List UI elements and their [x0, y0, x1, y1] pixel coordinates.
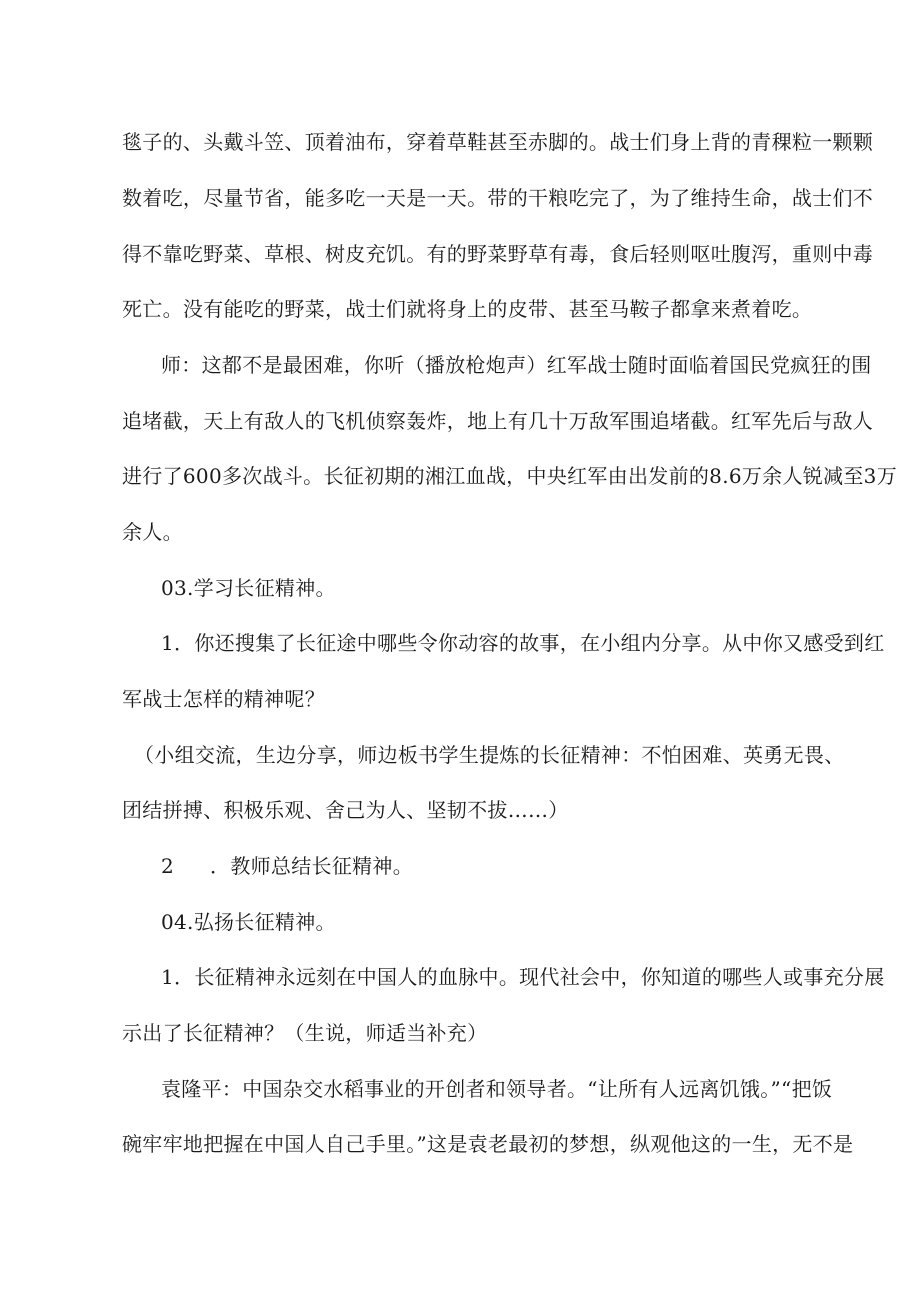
text-line: 追堵截，天上有敌人的飞机侦察轰炸，地上有几十万敌军围追堵截。红军先后与敌人: [122, 409, 874, 433]
list-item: 1．你还搜集了长征途中哪些令你动容的故事，在小组内分享。从中你又感受到红: [161, 631, 885, 655]
text-line: 数着吃，尽量节省，能多吃一天是一天。带的干粮吃完了，为了维持生命，战士们不: [122, 186, 874, 210]
text-line: 死亡。没有能吃的野菜，战士们就将身上的皮带、甚至马鞍子都拿来煮着吃。: [122, 297, 813, 321]
section-heading: 03.学习长征精神。: [161, 576, 336, 600]
text-line: 毯子的、头戴斗笠、顶着油布，穿着草鞋甚至赤脚的。战士们身上背的青稞粒一颗颗: [122, 130, 874, 154]
text-line: 袁隆平：中国杂交水稻事业的开创者和领导者。“让所有人远离饥饿。”“把饭: [161, 1077, 833, 1101]
text-line: 得不靠吃野菜、草根、树皮充饥。有的野菜野草有毒，食后轻则呕吐腹泻，重则中毒: [122, 242, 874, 266]
text-line: 碗牢牢地把握在中国人自己手里。”这是袁老最初的梦想，纵观他这的一生，无不是: [122, 1132, 854, 1156]
text-line: 余人。: [122, 520, 183, 544]
text-line: （小组交流，生边分享，师边板书学生提炼的长征精神：不怕困难、英勇无畏、: [134, 743, 845, 767]
text-line: 军战士怎样的精神呢？: [122, 687, 325, 711]
section-heading: 04.弘扬长征精神。: [161, 910, 336, 934]
text-line: 进行了600多次战斗。长征初期的湘江血战，中央红军由出发前的8.6万余人锐减至3万: [122, 464, 898, 488]
text-line: 团结拼搏、积极乐观、舍己为人、坚韧不拔……）: [122, 798, 569, 822]
list-item: 1．长征精神永远刻在中国人的血脉中。现代社会中，你知道的哪些人或事充分展: [161, 965, 885, 989]
text-line: 示出了长征精神？（生说，师适当补充）: [122, 1021, 488, 1045]
text-line: 师：这都不是最困难，你听（播放枪炮声）红军战士随时面临着国民党疯狂的围: [161, 353, 872, 377]
list-item: 2 ．教师总结长征精神。: [161, 854, 414, 878]
